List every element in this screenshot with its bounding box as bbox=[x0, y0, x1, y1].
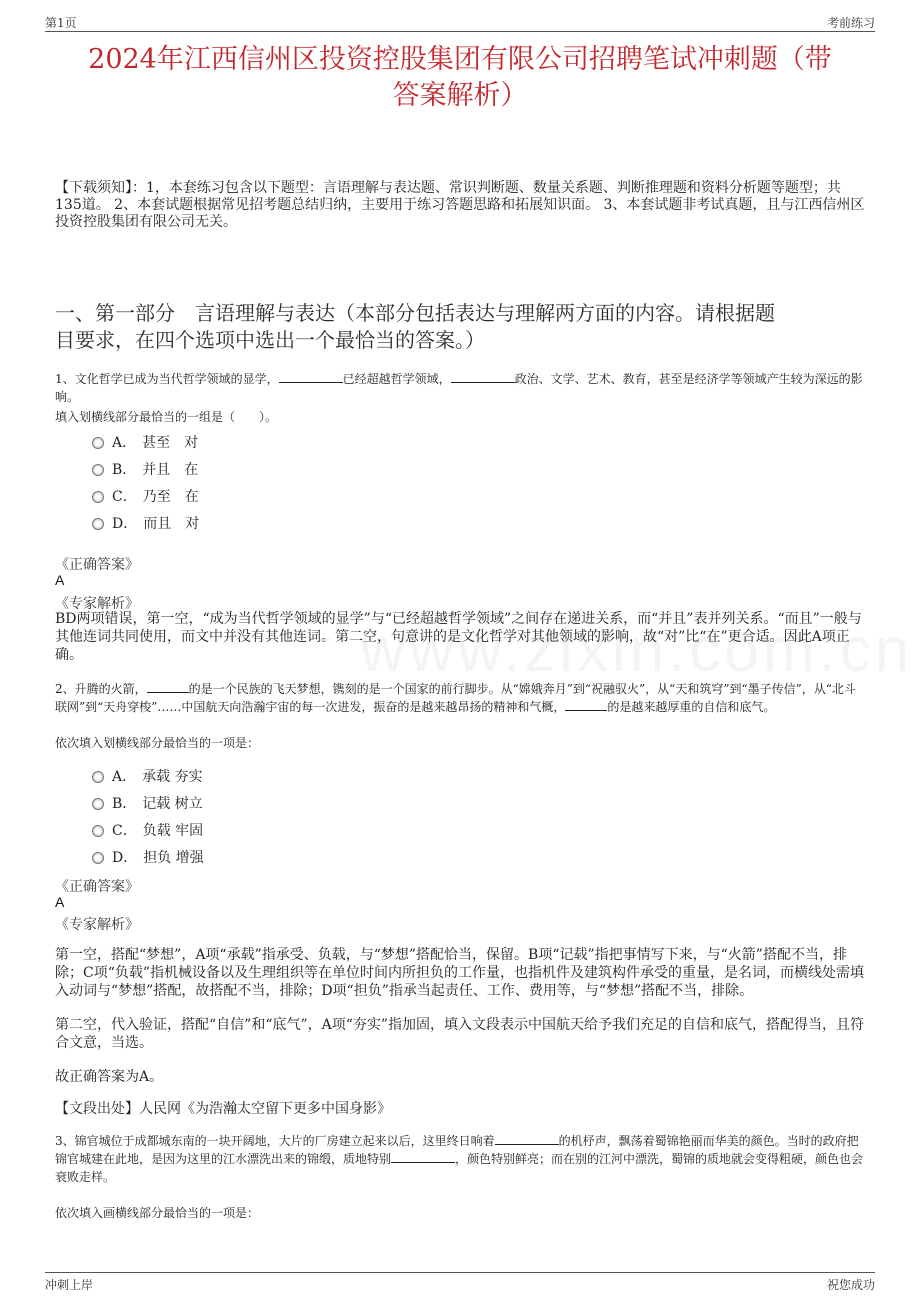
section-heading-line-1: 一、第一部分 言语理解与表达（本部分包括表达与理解两方面的内容。请根据题 bbox=[55, 301, 775, 325]
title-line-2: 答案解析） bbox=[392, 80, 528, 111]
radio-icon[interactable] bbox=[92, 798, 104, 810]
option-b[interactable] bbox=[92, 793, 203, 813]
option-a[interactable] bbox=[92, 432, 198, 452]
question-1-text-part: 政治、文学、艺术、教育，甚至是经济学等领域产生较为深远的影响。 bbox=[55, 372, 863, 404]
footer-left-text: 冲刺上岸 bbox=[45, 1278, 94, 1292]
source-text: 【文段出处】人民网《为浩瀚太空留下更多中国身影》 bbox=[55, 1101, 391, 1117]
option-d[interactable] bbox=[92, 513, 199, 533]
question-2-prompt: 依次填入划横线部分最恰当的一项是： bbox=[55, 736, 260, 750]
footer-right-text: 祝您成功 bbox=[826, 1278, 875, 1292]
radio-icon[interactable] bbox=[92, 464, 104, 476]
question-3-stem bbox=[55, 1132, 865, 1186]
option-c[interactable] bbox=[92, 486, 199, 506]
option-text: 记载 树立 bbox=[142, 796, 203, 812]
analysis-label: 《专家解析》 bbox=[55, 917, 139, 933]
blank bbox=[147, 681, 189, 693]
option-text: 乃至 在 bbox=[142, 489, 199, 505]
answer-label: 《正确答案》 bbox=[55, 557, 139, 573]
page-number: 第1页 bbox=[45, 16, 77, 30]
analysis-text: 第一空，搭配“梦想”，A项“承载”指承受、负载，与“梦想”搭配恰当，保留。B项“记载”指把事情写下来，与“火箭”搭配不当，排除；C项“负载”指机械设备以及生理组织等在单位时间内所担负的工作量，也指机件及建筑构件承受的重量，是名词，而横线处需填入动词与“梦想”搭配，故搭配不当，排除；D项“担负”指承当起责任、工作、费用等，与“梦想”搭配不当，排除。 bbox=[55, 947, 865, 999]
option-text: 并且 在 bbox=[142, 462, 199, 478]
option-key: B． bbox=[112, 462, 137, 478]
question-1-prompt: 填入划横线部分最恰当的一组是（ ）。 bbox=[55, 410, 278, 424]
question-2-text-part: 的是越来越厚重的自信和底气。 bbox=[607, 700, 776, 714]
answer-value: A bbox=[55, 572, 65, 588]
question-2-text-part: 2、升腾的火箭， bbox=[55, 682, 147, 696]
question-3-text-part: 3、锦官城位于成都城东南的一块开阔地，大片的厂房建立起来以后，这里终日响着 bbox=[55, 1134, 495, 1148]
radio-icon[interactable] bbox=[92, 825, 104, 837]
download-notice: 【下载须知】：1，本套练习包含以下题型：言语理解与表达题、常识判断题、数量关系题、判断推理题和资料分析题等题型；共135道。 2、本套试题根据常见招考题总结归纳，主要用于练习答题思路和拓展知识面。 3、本套试题非考试真题，且与江西信州区投资控股集团有限公司无关。 bbox=[55, 180, 865, 230]
option-text: 担负 增强 bbox=[143, 850, 204, 866]
option-d[interactable] bbox=[92, 847, 204, 867]
option-a[interactable] bbox=[92, 766, 203, 786]
blank bbox=[451, 371, 515, 383]
option-b[interactable] bbox=[92, 459, 198, 479]
question-2-stem bbox=[55, 680, 865, 716]
page-footer bbox=[45, 1272, 875, 1294]
option-key: B． bbox=[112, 796, 137, 812]
option-key: A． bbox=[112, 435, 137, 451]
question-1-text-part: 1、文化哲学已成为当代哲学领域的显学， bbox=[55, 372, 279, 386]
option-key: C． bbox=[112, 489, 137, 505]
option-text: 甚至 对 bbox=[142, 435, 199, 451]
section-heading bbox=[55, 300, 865, 354]
blank bbox=[279, 371, 343, 383]
question-2-text-part: 的是一个民族的飞天梦想，镌刻的是一个国家的前行脚步。从“嫦娥奔月”到“祝融驭火”，从“天和筑穹”到“墨子传信”，从“北斗联网”到“天舟穿梭”……中国航天向浩瀚宇宙的每一次进发，振奋的是越来越昂扬的精神和气概， bbox=[55, 682, 856, 714]
analysis-text: 第二空，代入验证，搭配“自信”和“底气”，A项“夯实”指加固，填入文段表示中国航天给予我们充足的自信和底气，搭配得当，且符合文意，当选。 bbox=[55, 1017, 865, 1051]
option-key: D． bbox=[112, 850, 138, 866]
answer-label: 《正确答案》 bbox=[55, 879, 139, 895]
question-1-text-part: 已经超越哲学领域， bbox=[342, 372, 451, 386]
radio-icon[interactable] bbox=[92, 518, 104, 530]
blank bbox=[391, 1151, 455, 1163]
option-key: D． bbox=[112, 516, 138, 532]
blank bbox=[565, 699, 607, 711]
title-line-1: 2024年江西信州区投资控股集团有限公司招聘笔试冲刺题（带 bbox=[88, 44, 832, 75]
question-3-text-part: 的机杼声，飘荡着蜀锦艳丽而华美的颜色。当时的政府把锦官城建在此地，是因为这里的江水漂洗出来的锦缎，质地特别 bbox=[55, 1134, 859, 1166]
option-text: 负载 牢固 bbox=[142, 823, 204, 839]
option-text: 承载 夯实 bbox=[142, 769, 203, 785]
option-key: C． bbox=[112, 823, 137, 839]
conclusion-text: 故正确答案为A。 bbox=[55, 1069, 164, 1085]
option-c[interactable] bbox=[92, 820, 203, 840]
radio-icon[interactable] bbox=[92, 771, 104, 783]
section-heading-line-2: 目要求，在四个选项中选出一个最恰当的答案。） bbox=[55, 328, 485, 352]
option-text: 而且 对 bbox=[143, 516, 200, 532]
question-3-text-part: ，颜色特别鲜亮；而在别的江河中漂洗，蜀锦的质地就会变得粗硬，颜色也会衰败走样。 bbox=[55, 1152, 864, 1184]
answer-value: A bbox=[55, 894, 65, 910]
analysis-text: BD两项错误，第一空，“成为当代哲学领域的显学”与“已经超越哲学领域”之间存在递进关系，而“并且”表并列关系。“而且”一般与其他连词共同使用，而文中并没有其他连词。第二空，句意讲的是文化哲学对其他领域的影响，故“对”比“在”更合适。因此A项正确。 bbox=[55, 611, 862, 663]
option-key: A． bbox=[112, 769, 137, 785]
question-1-stem bbox=[55, 370, 865, 406]
question-3-prompt: 依次填入画横线部分最恰当的一项是： bbox=[55, 1206, 260, 1220]
blank bbox=[495, 1133, 559, 1145]
analysis-label: 《专家解析》 bbox=[55, 596, 139, 612]
page-title bbox=[45, 42, 875, 114]
radio-icon[interactable] bbox=[92, 491, 104, 503]
radio-icon[interactable] bbox=[92, 852, 104, 864]
header-tag: 考前练习 bbox=[826, 16, 875, 30]
radio-icon[interactable] bbox=[92, 437, 104, 449]
page-header bbox=[45, 12, 875, 32]
